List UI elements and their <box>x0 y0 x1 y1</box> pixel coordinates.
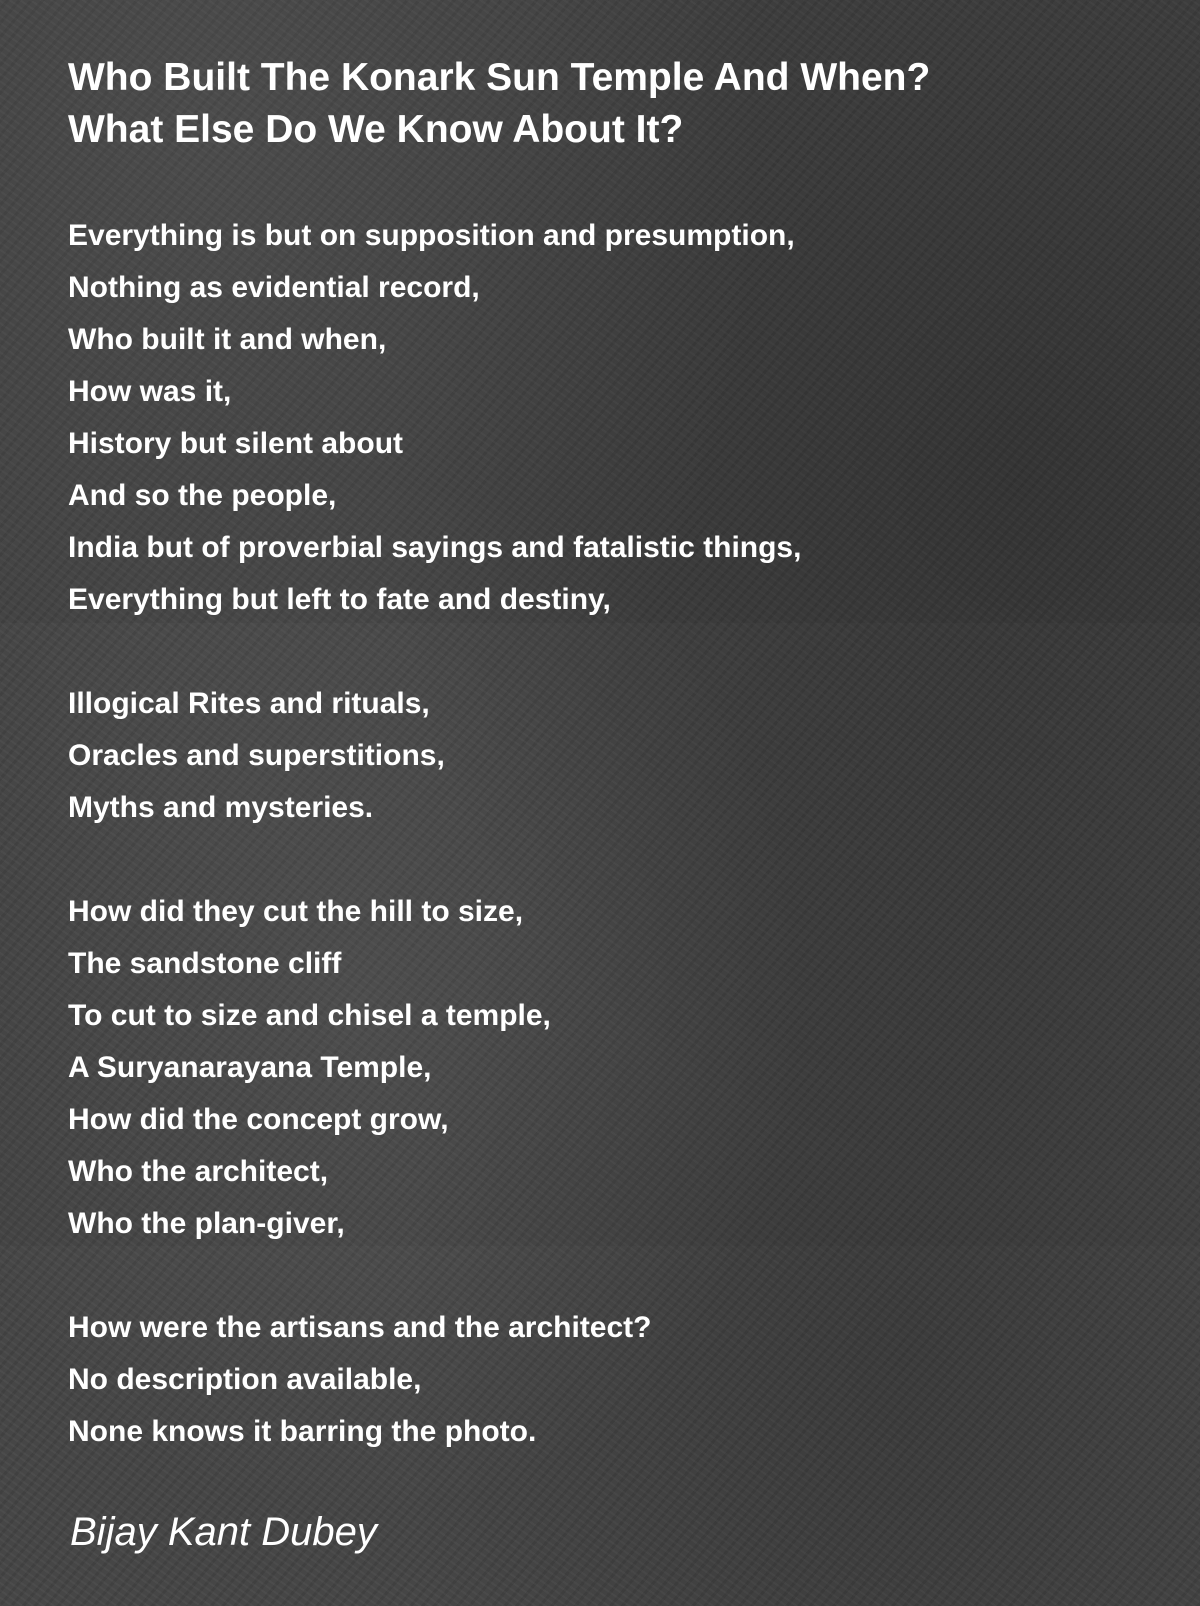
poem-content <box>68 52 1148 1458</box>
poem-line: How were the artisans and the architect? <box>68 1311 652 1344</box>
poem-stanza <box>68 886 1148 1250</box>
poem-stanza <box>68 1302 1148 1458</box>
poem-line: How did they cut the hill to size, <box>68 895 524 928</box>
poem-line: Oracles and superstitions, <box>68 739 445 772</box>
poem-line: The sandstone cliff <box>68 947 342 980</box>
poem-line: Myths and mysteries. <box>68 791 374 824</box>
poem-line: India but of proverbial sayings and fatalistic things, <box>68 531 802 564</box>
poem-line: No description available, <box>68 1363 422 1396</box>
poem-line: To cut to size and chisel a temple, <box>68 999 551 1032</box>
poem-line: Who built it and when, <box>68 323 387 356</box>
poem-stanza <box>68 678 1148 834</box>
poem-title <box>68 52 1148 156</box>
poem-title-line: What Else Do We Know About It? <box>68 108 684 151</box>
poem-line: History but silent about <box>68 427 404 460</box>
poem-title-line: Who Built The Konark Sun Temple And When? <box>68 56 931 99</box>
poem-line: Everything is but on supposition and presumption, <box>68 219 795 252</box>
poem-line: How was it, <box>68 375 232 408</box>
poem-stanza <box>68 210 1148 626</box>
poem-line: Nothing as evidential record, <box>68 271 480 304</box>
poem-line: Illogical Rites and rituals, <box>68 687 430 720</box>
poem-line: Who the architect, <box>68 1155 329 1188</box>
poem-line: None knows it barring the photo. <box>68 1415 537 1448</box>
poem-author: Bijay Kant Dubey <box>70 1510 377 1554</box>
poem-line: A Suryanarayana Temple, <box>68 1051 432 1084</box>
poem-line: Who the plan-giver, <box>68 1207 345 1240</box>
poem-line: How did the concept grow, <box>68 1103 449 1136</box>
poem-line: Everything but left to fate and destiny, <box>68 583 611 616</box>
poem-line: And so the people, <box>68 479 337 512</box>
